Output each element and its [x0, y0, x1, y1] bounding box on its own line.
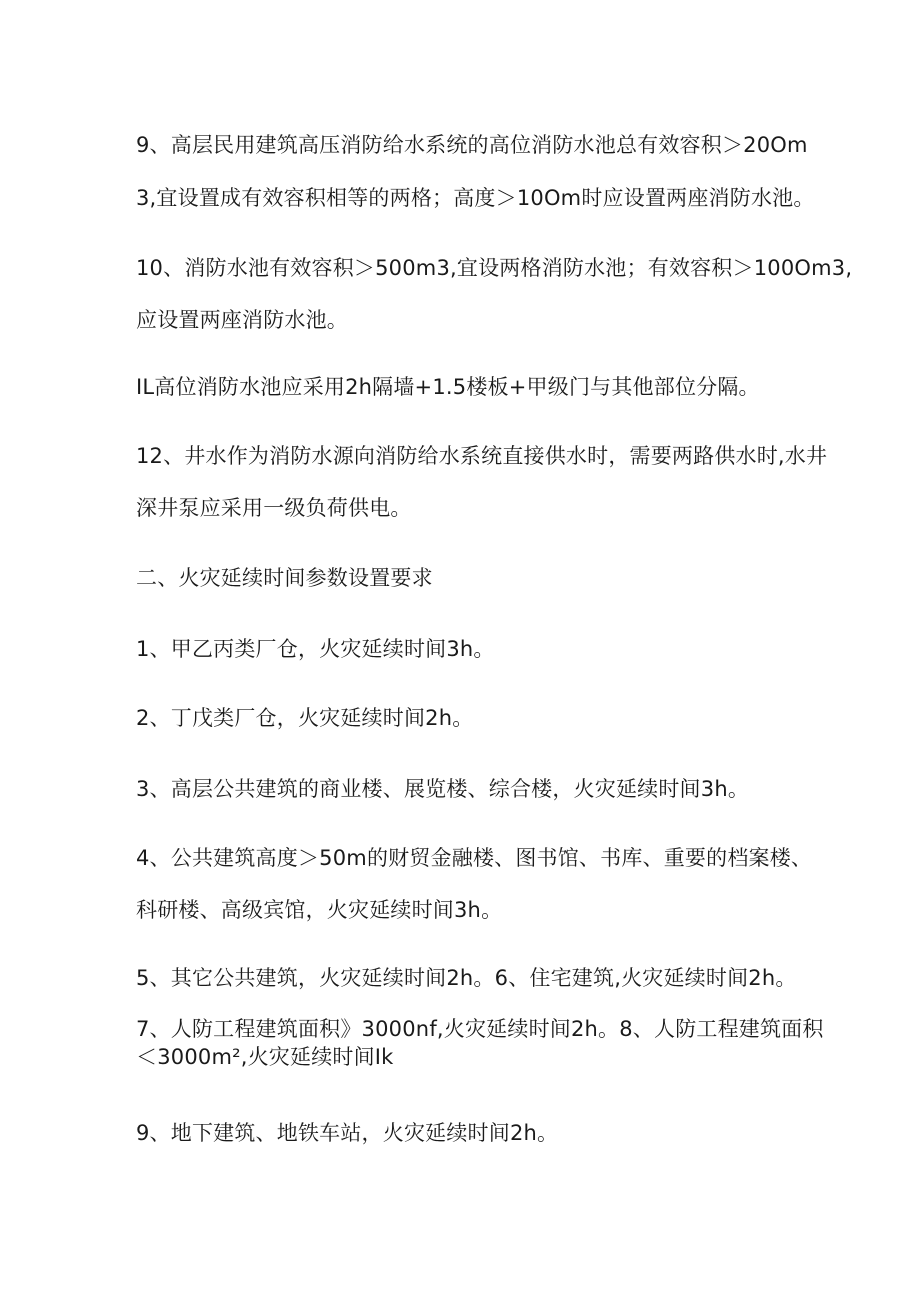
text-line: 应设置两座消防水池。: [136, 308, 348, 332]
text-line: 12、井水作为消防水源向消防给水系统直接供水时，需要两路供水时,水井: [136, 444, 828, 468]
text-line: ＜3000m²,火灾延续时间Ik: [136, 1045, 394, 1069]
text-line: 2、丁戊类厂仓，火灾延续时间2h。: [136, 706, 474, 730]
text-line: 深井泵应采用一级负荷供电。: [136, 496, 412, 520]
text-line: 3,宜设置成有效容积相等的两格；高度＞10Om时应设置两座消防水池。: [136, 186, 815, 210]
text-line: 5、其它公共建筑，火灾延续时间2h。6、住宅建筑,火灾延续时间2h。: [136, 966, 797, 990]
text-line: 4、公共建筑高度＞50m的财贸金融楼、图书馆、书库、重要的档案楼、: [136, 846, 813, 870]
text-line: 9、高层民用建筑高压消防给水系统的高位消防水池总有效容积＞20Om: [136, 133, 808, 157]
text-line: 9、地下建筑、地铁车站，火灾延续时间2h。: [136, 1121, 559, 1145]
text-line: 7、人防工程建筑面积》3000nf,火灾延续时间2h。8、人防工程建筑面积: [136, 1017, 824, 1041]
section-heading: 二、火灾延续时间参数设置要求: [136, 566, 433, 590]
text-line: 1、甲乙丙类厂仓，火灾延续时间3h。: [136, 637, 495, 661]
text-line: 科研楼、高级宾馆，火灾延续时间3h。: [136, 898, 503, 922]
text-line: 3、高层公共建筑的商业楼、展览楼、综合楼，火灾延续时间3h。: [136, 777, 750, 801]
text-line: IL高位消防水池应采用2h隔墙+1.5楼板+甲级门与其他部位分隔。: [136, 375, 760, 399]
text-line: 10、消防水池有效容积＞500m3,宜设两格消防水池；有效容积＞100Om3,: [136, 256, 853, 280]
